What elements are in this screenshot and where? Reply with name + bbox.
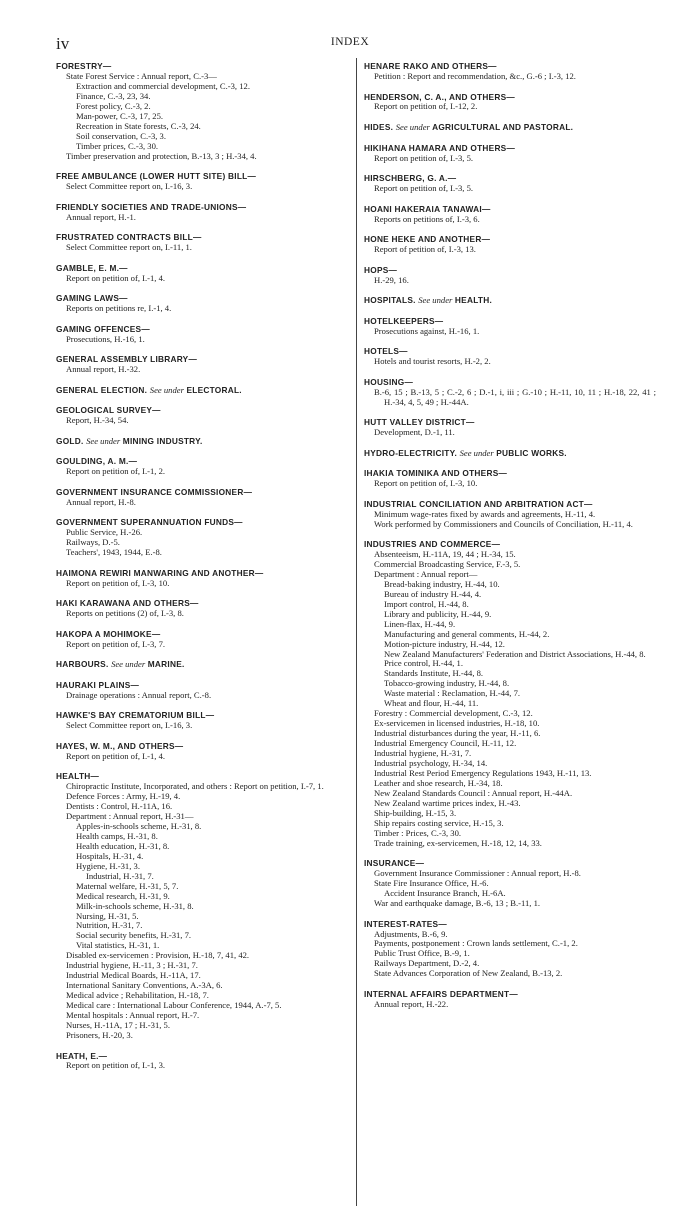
index-subentry: Milk-in-schools scheme, H.-31, 8.: [76, 900, 194, 911]
index-subentry: Ship-building, H.-15, 3.: [374, 807, 457, 818]
index-heading: [364, 296, 656, 306]
index-entry: [364, 469, 656, 489]
index-subentry: Disabled ex-servicemen : Provision, H.-18, 7, 41, 42.: [66, 950, 250, 961]
index-entry: [364, 859, 656, 909]
index-subentry: Medical care : International Labour Conference, 1944, A.-7, 5.: [66, 1000, 282, 1011]
cross-reference: ELECTORAL.: [186, 384, 242, 395]
index-subentry: Forest policy, C.-3, 2.: [76, 100, 151, 111]
index-subentry: Man-power, C.-3, 17, 25.: [76, 110, 164, 121]
index-subentry: Annual report, H.-22.: [374, 998, 449, 1009]
index-subentry: Recreation in State forests, C.-3, 24.: [76, 120, 201, 131]
index-subentry: Report on petition of, I.-12, 2.: [374, 101, 478, 112]
cross-reference: MARINE.: [147, 659, 185, 670]
index-entry: [364, 540, 656, 849]
index-entry: [56, 569, 348, 589]
index-subentry: War and earthquake damage, B.-6, 13 ; B.-11, 1.: [374, 898, 541, 908]
index-subentry: State Advances Corporation of New Zealand, B.-13, 2.: [374, 968, 563, 979]
index-subentry: State Forest Service : Annual report, C.-3—: [66, 70, 217, 81]
heading-text: GENERAL ELECTION.: [56, 384, 148, 395]
index-subentry: Industrial Medical Boards, H.-11A, 17.: [66, 970, 201, 981]
index-entry: [56, 203, 348, 223]
index-subentry: Report on petition of, I.-1, 4.: [66, 750, 166, 761]
index-subentry: Report, H.-34, 54.: [66, 415, 129, 426]
index-entry: [56, 386, 348, 396]
index-entry: [364, 990, 656, 1010]
heading-text: FREE AMBULANCE (LOWER HUTT SITE) BILL—: [56, 171, 257, 182]
heading-text: HEATH, E.—: [56, 1050, 108, 1061]
heading-text: HOPS—: [364, 264, 398, 275]
index-subentry: Mental hospitals : Annual report, H.-7.: [66, 1010, 200, 1021]
index-entry: [56, 437, 348, 447]
index-subentry: Defence Forces : Army, H.-19, 4.: [66, 791, 181, 802]
index-subentry: Department : Annual report—: [374, 568, 478, 579]
index-subentry: Select Committee report on, I.-16, 3.: [66, 720, 193, 731]
index-subentry: Report on petition of, I.-3, 10.: [66, 577, 170, 588]
index-subentry: Timber prices, C.-3, 30.: [76, 140, 159, 151]
index-subentry: Select Committee report on, I.-11, 1.: [66, 242, 192, 253]
index-heading: [56, 386, 348, 396]
index-subentry: Minimum wage-rates fixed by awards and agreements, H.-11, 4.: [374, 508, 596, 519]
heading-text: FRUSTRATED CONTRACTS BILL—: [56, 232, 202, 243]
index-entry: [56, 294, 348, 314]
index-subentry: Extraction and commercial development, C.-3, 12.: [76, 80, 250, 91]
index-subentry: Industrial hygiene, H.-11, 3 ; H.-31, 7.: [66, 960, 198, 971]
heading-text: HONE HEKE AND ANOTHER—: [364, 234, 491, 245]
heading-text: HAYES, W. M., AND OTHERS—: [56, 740, 184, 751]
index-subentry: Report on petition of, I.-1, 3.: [66, 1060, 166, 1071]
column-divider: [356, 58, 357, 1206]
index-subentry: Annual report, H.-1.: [66, 211, 136, 222]
index-entry: [364, 174, 656, 194]
index-subentry: Reports on petitions of, I.-3, 6.: [374, 213, 480, 224]
index-subentry: New Zealand wartime prices index, H.-43.: [374, 797, 521, 808]
index-subentry: Library and publicity, H.-44, 9.: [384, 608, 492, 619]
index-entry: [56, 488, 348, 508]
index-subentry: Prosecutions against, H.-16, 1.: [374, 325, 480, 336]
heading-text: INSURANCE—: [364, 858, 425, 869]
index-entry: [364, 500, 656, 530]
heading-text: HIKIHANA HAMARA AND OTHERS—: [364, 142, 516, 153]
index-subentry: Wheat and flour, H.-44, 11.: [384, 698, 479, 709]
index-subentry: Waste material : Reclamation, H.-44, 7.: [384, 688, 521, 699]
index-subentry: Nurses, H.-11A, 17 ; H.-31, 5.: [66, 1020, 170, 1030]
index-subentry: Industrial disturbances during the year, H.-11, 6.: [374, 728, 541, 739]
heading-text: GENERAL ASSEMBLY LIBRARY—: [56, 354, 198, 365]
index-subentry: Adjustments, B.-6, 9.: [374, 928, 448, 939]
index-entry: [364, 123, 656, 133]
heading-text: INTERNAL AFFAIRS DEPARTMENT—: [364, 988, 518, 999]
index-entry: [56, 742, 348, 762]
index-subentry: Health education, H.-31, 8.: [76, 840, 170, 851]
heading-text: HIRSCHBERG, G. A.—: [364, 173, 457, 184]
index-entry: [364, 144, 656, 164]
heading-text: GEOLOGICAL SURVEY—: [56, 405, 161, 416]
index-subentry: Hospitals, H.-31, 4.: [76, 850, 144, 861]
index-subentry: Price control, H.-44, 1.: [384, 658, 463, 669]
see-under-text: See under: [459, 447, 494, 458]
see-under-text: See under: [111, 659, 146, 670]
index-subentry: Petition : Report and recommendation, &c., G.-6 ; I.-3, 12.: [374, 70, 576, 81]
index-subentry: Government Insurance Commissioner : Annual report, H.-8.: [374, 868, 581, 879]
index-subentry: H.-29, 16.: [374, 274, 409, 285]
cross-reference: PUBLIC WORKS.: [496, 447, 567, 458]
index-subentry: Vital statistics, H.-31, 1.: [76, 940, 160, 951]
index-subentry: Industrial, H.-31, 7.: [86, 870, 154, 881]
index-entry: [364, 317, 656, 337]
page-header: [56, 34, 644, 54]
index-subentry: Department : Annual report, H.-31—: [66, 810, 194, 821]
heading-text: HEALTH—: [56, 771, 100, 782]
index-subentry: Report on petition of, I.-1, 2.: [66, 466, 166, 477]
index-subentry: Hotels and tourist resorts, H.-2, 2.: [374, 356, 491, 367]
index-subentry: Commercial Broadcasting Service, F.-3, 5.: [374, 558, 521, 569]
index-entry: [56, 630, 348, 650]
index-subentry: Public Trust Office, B.-9, 1.: [374, 948, 470, 959]
heading-text: HUTT VALLEY DISTRICT—: [364, 417, 475, 428]
index-heading: [56, 437, 348, 447]
index-subentry: Trade training, ex-servicemen, H.-18, 12, 14, 33.: [374, 837, 542, 848]
index-entry: [56, 772, 348, 1041]
index-entry: [56, 406, 348, 426]
index-entry: [364, 296, 656, 306]
index-subentry: New Zealand Manufacturers' Federation and District Associations, H.-44, 8.: [384, 648, 646, 659]
index-subentry: Nursing, H.-31, 5.: [76, 910, 139, 921]
index-subentry: Medical advice ; Rehabilitation, H.-18, 7.: [66, 990, 209, 1001]
heading-text: HYDRO-ELECTRICITY.: [364, 447, 458, 458]
see-under-text: See under: [149, 384, 184, 395]
heading-text: GAMING OFFENCES—: [56, 323, 150, 334]
index-subentry: Maternal welfare, H.-31, 5, 7.: [76, 880, 179, 891]
index-subentry: Medical research, H.-31, 9.: [76, 890, 170, 901]
index-subentry: State Fire Insurance Office, H.-6.: [374, 878, 489, 889]
index-subentry: Standards Institute, H.-44, 8.: [384, 668, 484, 679]
index-subentry: Public Service, H.-26.: [66, 527, 143, 538]
index-subentry: Industrial Emergency Council, H.-11, 12.: [374, 738, 517, 749]
index-entry: [56, 355, 348, 375]
index-heading: [364, 920, 656, 930]
index-subentry: Hygiene, H.-31, 3.: [76, 860, 140, 871]
heading-text: GOVERNMENT INSURANCE COMMISSIONER—: [56, 486, 253, 497]
heading-text: FORESTRY—: [56, 61, 112, 71]
index-subentry: Finance, C.-3, 23, 34.: [76, 90, 151, 101]
index-subentry: Railways, D.-5.: [66, 537, 120, 548]
heading-text: HAURAKI PLAINS—: [56, 679, 140, 690]
index-subentry: Annual report, H.-8.: [66, 496, 136, 507]
index-subentry: Report on petition of, I.-3, 7.: [66, 638, 166, 649]
heading-text: GOLD.: [56, 435, 84, 446]
index-subentry: Prisoners, H.-20, 3.: [66, 1029, 133, 1040]
heading-text: HAKOPA A MOHIMOKE—: [56, 628, 161, 639]
index-subentry: Manufacturing and general comments, H.-44, 2.: [384, 628, 550, 639]
heading-text: FRIENDLY SOCIETIES AND TRADE-UNIONS—: [56, 201, 247, 212]
heading-text: GOVERNMENT SUPERANNUATION FUNDS—: [56, 517, 243, 528]
index-subentry: Payments, postponement : Crown lands settlement, C.-1, 2.: [374, 938, 578, 949]
index-subentry: Report on petition of, I.-3, 10.: [374, 478, 478, 489]
index-entry: [56, 1052, 348, 1072]
index-subentry: Drainage operations : Annual report, C.-8.: [66, 689, 212, 700]
index-entry: [56, 264, 348, 284]
index-subentry: Linen-flax, H.-44, 9.: [384, 618, 456, 629]
heading-text: HAKI KARAWANA AND OTHERS—: [56, 598, 199, 609]
heading-text: HARBOURS.: [56, 659, 109, 670]
index-subentry: Reports on petitions (2) of, I.-3, 8.: [66, 608, 184, 619]
index-subentry: Chiropractic Institute, Incorporated, and others : Report on petition, I.-7, 1.: [66, 781, 324, 792]
index-entry: [364, 235, 656, 255]
index-heading: [364, 144, 656, 154]
heading-text: INDUSTRIES AND COMMERCE—: [364, 539, 501, 550]
index-subentry: Prosecutions, H.-16, 1.: [66, 333, 145, 344]
index-subentry: Teachers', 1943, 1944, E.-8.: [66, 547, 162, 558]
index-subentry: Reports on petitions re, I.-1, 4.: [66, 303, 172, 314]
index-subentry: Bureau of industry H.-44, 4.: [384, 588, 482, 599]
index-subentry: Industrial Rest Period Emergency Regulations 1943, H.-11, 13.: [374, 767, 592, 778]
index-heading: [364, 266, 656, 276]
index-subentry: Annual report, H.-32.: [66, 364, 141, 375]
index-subentry: Report on petition of, I.-3, 5.: [374, 183, 474, 193]
index-subentry: Motion-picture industry, H.-44, 12.: [384, 638, 505, 649]
see-under-text: See under: [418, 295, 453, 306]
index-entry: [364, 93, 656, 113]
index-subentry: B.-6, 15 ; B.-13, 5 ; C.-2, 6 ; D.-1, i, iii ; G.-10 ; H.-11, 10, 11 ; H.-18, 22, 41 ; H.-34, 4, 5, 49 ; H.-44A.: [374, 386, 656, 407]
index-subentry: Leather and shoe research, H.-34, 18.: [374, 777, 503, 788]
index-subentry: Work performed by Commissioners and Councils of Conciliation, H.-11, 4.: [374, 518, 633, 529]
index-entry: [56, 325, 348, 345]
heading-text: INDUSTRIAL CONCILIATION AND ARBITRATION ACT—: [364, 498, 593, 509]
index-subentry: Dentists : Control, H.-11A, 16.: [66, 801, 173, 812]
index-subentry: Health camps, H.-31, 8.: [76, 830, 158, 841]
index-subentry: Report of petition of, I.-3, 13.: [374, 244, 476, 254]
index-subentry: Ex-servicemen in licensed industries, H.-18, 10.: [374, 718, 540, 729]
index-entry: [364, 62, 656, 82]
heading-text: HENARE RAKO AND OTHERS—: [364, 61, 497, 71]
index-subentry: International Sanitary Conventions, A.-3A, 6.: [66, 980, 223, 991]
see-under-text: See under: [86, 435, 121, 446]
index-entry: [56, 172, 348, 192]
index-heading: [364, 123, 656, 133]
index-entry: [56, 681, 348, 701]
see-under-text: See under: [395, 122, 430, 132]
heading-text: HENDERSON, C. A., AND OTHERS—: [364, 91, 515, 102]
index-subentry: Tobacco-growing industry, H.-44, 8.: [384, 678, 510, 689]
index-heading: [56, 660, 348, 670]
page-number: iv: [56, 34, 70, 53]
index-subentry: New Zealand Standards Council : Annual report, H.-44A.: [374, 787, 573, 798]
index-entry: [56, 599, 348, 619]
index-subentry: Absenteeism, H.-11A, 19, 44 ; H.-34, 15.: [374, 549, 516, 559]
index-entry: [364, 449, 656, 459]
index-entry: [364, 266, 656, 286]
index-subentry: Timber preservation and protection, B.-13, 3 ; H.-34, 4.: [66, 150, 257, 161]
index-subentry: Report on petition of, I.-3, 5.: [374, 152, 474, 163]
heading-text: HOTELKEEPERS—: [364, 315, 444, 326]
heading-text: HOANI HAKERAIA TANAWAI—: [364, 203, 491, 214]
index-heading: [364, 449, 656, 459]
index-subentry: Industrial hygiene, H.-31, 7.: [374, 748, 472, 759]
index-entry: [364, 205, 656, 225]
index-subentry: Import control, H.-44, 8.: [384, 598, 469, 609]
cross-reference: MINING INDUSTRY.: [122, 435, 203, 446]
heading-text: GAMBLE, E. M.—: [56, 262, 128, 273]
index-entry: [56, 457, 348, 477]
index-subentry: Select Committee report on, I.-16, 3.: [66, 181, 193, 192]
index-subentry: Report on petition of, I.-1, 4.: [66, 272, 166, 283]
index-heading: [364, 205, 656, 215]
heading-text: HIDES.: [364, 122, 394, 132]
index-subentry: Accident Insurance Branch, H.-6A.: [384, 888, 506, 899]
index-subentry: Soil conservation, C.-3, 3.: [76, 130, 166, 141]
index-subentry: Forestry : Commercial development, C.-3, 12.: [374, 708, 533, 719]
index-subentry: Timber : Prices, C.-3, 30.: [374, 827, 462, 838]
index-subentry: Railways Department, D.-2, 4.: [374, 958, 480, 969]
heading-text: GAMING LAWS—: [56, 293, 128, 304]
index-entry: [56, 233, 348, 253]
index-subentry: Social security benefits, H.-31, 7.: [76, 930, 192, 941]
index-subentry: Development, D.-1, 11.: [374, 427, 455, 437]
cross-reference: HEALTH.: [454, 295, 493, 306]
index-entry: [364, 920, 656, 980]
index-entry: [364, 347, 656, 367]
index-entry: [56, 62, 348, 162]
index-entry: [56, 660, 348, 670]
heading-text: HOSPITALS.: [364, 295, 416, 306]
index-subentry: Nutrition, H.-31, 7.: [76, 920, 143, 931]
index-entry: [56, 711, 348, 731]
index-entry: [364, 418, 656, 438]
index-subentry: Ship repairs costing service, H.-15, 3.: [374, 817, 504, 828]
heading-text: INTEREST-RATES—: [364, 918, 447, 929]
heading-text: IHAKIA TOMINIKA AND OTHERS—: [364, 468, 508, 479]
heading-text: HOUSING—: [364, 376, 414, 387]
heading-text: HAWKE'S BAY CREMATORIUM BILL—: [56, 710, 215, 721]
index-column-right: [364, 62, 656, 1020]
index-column-left: [56, 62, 348, 1082]
heading-text: HAIMONA REWIRI MANWARING AND ANOTHER—: [56, 567, 264, 578]
heading-text: GOULDING, A. M.—: [56, 456, 138, 467]
index-subentry: Bread-baking industry, H.-44, 10.: [384, 578, 500, 589]
cross-reference: AGRICULTURAL AND PASTORAL.: [432, 122, 574, 132]
index-entry: [364, 378, 656, 408]
index-entry: [56, 518, 348, 558]
heading-text: HOTELS—: [364, 346, 408, 357]
index-subentry: Apples-in-schools scheme, H.-31, 8.: [76, 820, 202, 831]
page-title: INDEX: [330, 36, 370, 48]
index-subentry: Industrial psychology, H.-34, 14.: [374, 758, 488, 769]
